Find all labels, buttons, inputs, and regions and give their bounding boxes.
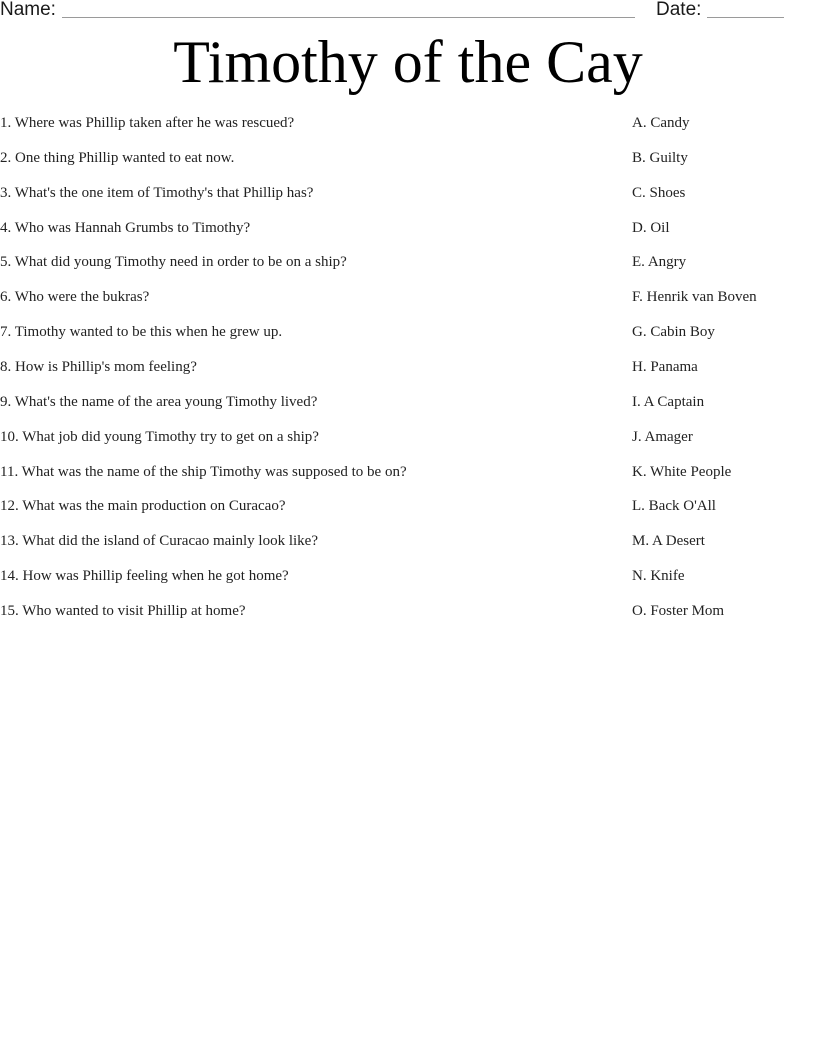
question-item: 10. What job did young Timothy try to get on a ship? bbox=[0, 428, 319, 445]
question-item: 9. What's the name of the area young Timothy lived? bbox=[0, 393, 318, 410]
question-item: 13. What did the island of Curacao mainly look like? bbox=[0, 533, 318, 550]
answer-item: A. Candy bbox=[632, 115, 690, 131]
answer-item: L. Back O'All bbox=[632, 498, 716, 515]
answer-item: J. Amager bbox=[632, 428, 693, 445]
worksheet-header bbox=[0, 0, 816, 24]
question-item: 2. One thing Phillip wanted to eat now. bbox=[0, 149, 235, 166]
name-blank-line[interactable] bbox=[62, 17, 635, 18]
date-label: Date: bbox=[656, 0, 702, 20]
answer-item: M. A Desert bbox=[632, 533, 705, 550]
question-item: 14. How was Phillip feeling when he got home? bbox=[0, 568, 289, 585]
worksheet-title: Timothy of the Cay bbox=[173, 29, 643, 95]
question-item: 7. Timothy wanted to be this when he grew up. bbox=[0, 324, 283, 341]
answer-list bbox=[632, 113, 816, 636]
question-item: 1. Where was Phillip taken after he was rescued? bbox=[0, 115, 295, 131]
answer-item: E. Angry bbox=[632, 254, 687, 271]
answer-item: H. Panama bbox=[632, 359, 698, 376]
name-label: Name: bbox=[0, 0, 56, 20]
question-item: 5. What did young Timothy need in order to be on a ship? bbox=[0, 254, 347, 271]
question-item: 3. What's the one item of Timothy's that Phillip has? bbox=[0, 184, 314, 201]
answer-item: K. White People bbox=[632, 463, 732, 480]
answer-item: N. Knife bbox=[632, 568, 685, 585]
question-item: 12. What was the main production on Curacao? bbox=[0, 498, 286, 515]
question-item: 11. What was the name of the ship Timothy was supposed to be on? bbox=[0, 463, 407, 480]
answer-item: I. A Captain bbox=[632, 393, 705, 410]
answer-item: F. Henrik van Boven bbox=[632, 289, 757, 306]
answer-item: D. Oil bbox=[632, 219, 670, 236]
answer-item: G. Cabin Boy bbox=[632, 324, 715, 341]
question-item: 4. Who was Hannah Grumbs to Timothy? bbox=[0, 219, 251, 236]
question-item: 8. How is Phillip's mom feeling? bbox=[0, 359, 197, 376]
answer-item: C. Shoes bbox=[632, 184, 686, 201]
question-item: 15. Who wanted to visit Phillip at home? bbox=[0, 603, 246, 620]
question-list bbox=[0, 113, 600, 636]
answer-item: B. Guilty bbox=[632, 149, 688, 166]
date-blank-line[interactable] bbox=[707, 17, 784, 18]
answer-item: O. Foster Mom bbox=[632, 603, 725, 620]
question-item: 6. Who were the bukras? bbox=[0, 289, 150, 306]
